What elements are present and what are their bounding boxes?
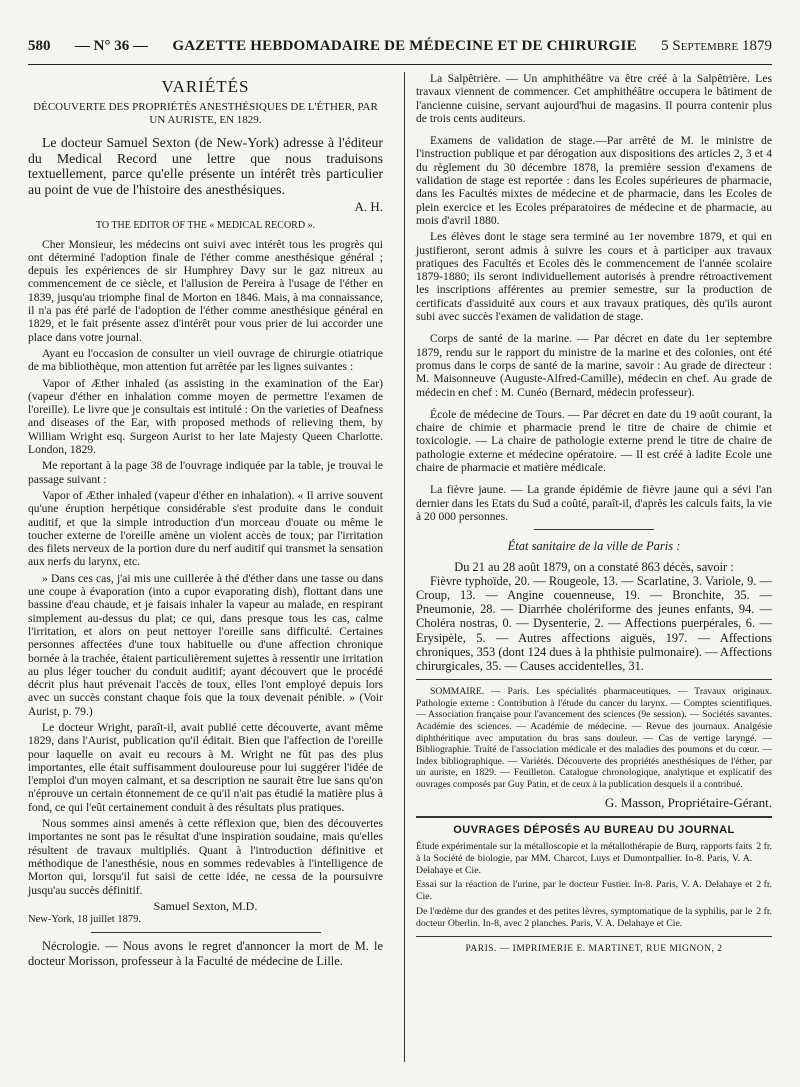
letter-paragraph: Ayant eu l'occasion de consulter un vieil ouvrage de chirurgie otiatrique de ma bibliothèque, mon attention fut arrêtée par les lignes suivantes :	[28, 346, 383, 374]
news-salpetriere: La Salpêtrière. — Un amphithéâtre va être créé à la Salpêtrière. Les travaux viennent de commencer. Cet amphithéâtre occupera le bâtiment de l'ancienne cuisine, servant aujourd'hui de magasins. Il pourra contenir plus de trois cents auditeurs.	[416, 72, 772, 125]
masson-signature: G. Masson, Propriétaire-Gérant.	[604, 795, 772, 811]
etat-sanitaire-dates: Du 21 au 28 août 1879, on a constaté 863 décès, savoir :	[454, 559, 734, 574]
ouvrage-text: Essai sur la réaction de l'urine, par le docteur Fustier. In-8. Paris, V. A. Delahaye et Cie.	[416, 879, 753, 903]
ouvrage-text: Étude expérimentale sur la métalloscopie et la métallothérapie de Burq, rapports faits à la Société de biologie, par MM. Charcot, Luys et Dumontpallier. In-8. Paris, V. A. Delahaye et Cie.	[416, 841, 753, 876]
section-title: VARIÉTÉS	[161, 77, 250, 96]
letter-paragraph: Nous sommes ainsi amenés à cette réflexion que, bien des découvertes importantes ne sont pas le résultat d'une inspiration soudaine, mais qu'elles résultent de travaux multipliés. Quant à l'introduction définitive et méthodique de l'anesthésie, nous en sommes redevables à l'intelligence de Morton qui, lorsqu'il fut saisi de cette idée, ne cessa de la poursuivre jusqu'au succès définitif.	[28, 817, 383, 897]
intro-paragraph: Le docteur Samuel Sexton (de New-York) adresse à l'éditeur du Medical Record une lettre que nous traduisons textuellement, parce qu'elle présente un intérêt très particulier au point de vue de l'histoire des anesthésiques.	[28, 135, 383, 197]
separator	[416, 816, 772, 818]
printer-line: PARIS. — IMPRIMERIE E. MARTINET, RUE MIGNON, 2	[465, 943, 723, 954]
right-column	[416, 72, 772, 956]
news-examens-continued: Les élèves dont le stage sera terminé au 1er novembre 1879, et qui en justifieront, seront admis à suivre les cours et à participer aux travaux pratiques des Facultés et Ecoles dès le commencement de l'année scolaire 1879-1880; ils seront individuellement autorisés à prendre rétroactivement les inscriptions afférentes au premier semestre, sur la production de certificats d'assiduité aux cours et aux travaux pratiques, dès qu'ils auront subi avec succès l'examen de validation de stage.	[416, 230, 772, 324]
letter-signature: Samuel Sexton, M.D.	[153, 898, 258, 913]
article-title: DÉCOUVERTE DES PROPRIÉTÉS ANESTHÉSIQUES DE L'ÉTHER, PAR UN AURISTE, EN 1829.	[33, 101, 378, 127]
etat-sanitaire-body: Fièvre typhoïde, 20. — Rougeole, 13. — Scarlatine, 3. Variole, 9. — Croup, 13. — Angine couenneuse, 19. — Bronchite, 35. — Pneumonie, 28. — Diarrhée cholériforme des jeunes enfants, 94. — Choléra nostras, 0. — Dysenterie, 2. — Affections puerpérales, 6. — Erysipèle, 5. — Autres affections aiguës, 197. — Affections chroniques, 353 (dont 124 dues à la phthisie pulmonaire). — Affections chirurgicales, 35. — Causes accidentelles, 31.	[416, 573, 772, 673]
necrologie-paragraph: Nécrologie. — Nous avons le regret d'annoncer la mort de M. le docteur Morisson, professeur à la Faculté de médecine de Lille.	[28, 939, 383, 968]
news-tours: École de médecine de Tours. — Par décret en date du 19 août courant, la chaire de chimie et pharmacie prend le titre de chaire de chimie et toxicologie. — La chaire de pathologie externe prend le titre de chaire de pathologie externe et médecine opératoire. — Il est créé à ladite Ecole une chaire de pharmacie et matière médicale.	[416, 407, 772, 475]
issue-number: — N° 36 —	[74, 38, 148, 54]
separator	[416, 679, 772, 680]
ouvrages-title: OUVRAGES DÉPOSÉS AU BUREAU DU JOURNAL	[453, 823, 735, 836]
intro-signature: A. H.	[354, 199, 383, 215]
ouvrage-item	[416, 906, 772, 930]
journal-title: GAZETTE HEBDOMADAIRE DE MÉDECINE ET DE CHIRURGIE	[172, 38, 637, 54]
column-divider	[404, 72, 405, 1062]
separator	[534, 529, 654, 530]
issue-date: 5 Septembre 1879	[661, 38, 772, 54]
page-header	[28, 38, 772, 65]
news-examens: Examens de validation de stage.—Par arrêté de M. le ministre de l'instruction publique et par dérogation aux dispositions des articles 2, 3 et 4 du règlement du 30 décembre 1878, la première session d'examens de validation de stage est reportée : dans les Ecoles supérieures de pharmacie, dans les Facultés mixtes de médecine et de pharmacie, dans les Ecoles de plein exercice et les Ecoles préparatoires de médecine et de pharmacie, au mois d'avril 1880.	[416, 134, 772, 227]
news-marine: Corps de santé de la marine. — Par décret en date du 1er septembre 1879, rendu sur le rapport du ministre de la marine et des colonies, ont été promus dans le corps de santé de la marine, savoir : Au grade de directeur : M. Maisonneuve (Auguste-Alfred-Camille), médecin en chef. Au grade de médecin en chef : M. Cunéo (Bernard, médecin professeur).	[416, 332, 772, 399]
ouvrage-price: 2 fr.	[756, 906, 772, 918]
page-number: 580	[28, 38, 51, 54]
separator	[91, 932, 321, 933]
ouvrage-price: 2 fr.	[756, 879, 772, 891]
letter-paragraph: Vapor of Æther inhaled (vapeur d'éther en inhalation). « Il arrive souvent qu'une éruption herpétique considérable s'est produite dans le conduit auditif, et que la simple introduction d'un morceau d'ouate ou même le toucher externe de l'oreille amène un violent accès de toux; par l'irritation des filets nerveux de la portion dure du nerf auditif qui transmet la sensation aux nerfs du larynx, etc.	[28, 488, 383, 569]
left-column	[28, 72, 383, 971]
etat-sanitaire-title: État sanitaire de la ville de Paris :	[507, 539, 681, 554]
news-fievre-jaune: La fièvre jaune. — La grande épidémie de fièvre jaune qui a sévi l'an dernier dans les Etats du Sud a coûté, paraît-il, d'après les calculs faits, la vie à 20 000 personnes.	[416, 483, 772, 523]
ouvrage-text: De l'œdème dur des grandes et des petites lèvres, symptomatique de la syphilis, par le docteur Oberlin. In-8, avec 2 planches. Paris, V. A. Delahaye et Cie.	[416, 906, 753, 929]
letter-paragraph: Le docteur Wright, paraît-il, avait publié cette découverte, avant même 1829, dans l'Aurist, publication qu'il éditait. Bien que l'affection de l'oreille pour laquelle on avait eu recours à M. Wright ne fût pas des plus importantes, elle était suffisamment douloureuse pour lui suggérer l'idée de l'emploi d'un moyen calmant, et sa description ne saurait être lue sans qu'on n'éprouve un certain étonnement de ce qu'il n'ait pas étudié la matière plus à fond, ce qui l'eût certainement conduit à des résultats plus pratiques.	[28, 720, 383, 814]
letter-paragraph: Vapor of Æther inhaled (as assisting in the examination of the Ear) (vapeur d'éther en inhalation comme moyen de permettre l'examen de l'oreille). Le livre que je consultais est intitulé : On the varieties of Deafness and diseases of the Ear, with proposed methods of relieving them, by William Wright esq. Surgeon Aurist to her late Majesty Queen Charlotte. London, 1829.	[28, 376, 383, 457]
letter-paragraph: Me reportant à la page 38 de l'ouvrage indiquée par la table, je trouvai le passage suivant :	[28, 459, 383, 486]
to-editor-heading: TO THE EDITOR OF THE « MEDICAL RECORD ».	[95, 219, 316, 231]
letter-place-date: New-York, 18 juillet 1879.	[28, 914, 141, 926]
ouvrage-item	[416, 841, 772, 876]
letter-paragraph: Cher Monsieur, les médecins ont suivi avec intérêt tous les progrès qui ont déterminé l'adoption finale de l'éther comme anesthésique général ; depuis les expériences de sir Humphrey Davy sur le gaz nitreux au commencement de ce siècle, et l'allusion de Pereira à l'usage de l'éther en 1839, jusqu'au triomphe final de Morton en 1846. Mais, à ma connaissance, il n'a pas été parlé de l'adoption de l'éther comme anesthésique général en 1829, et le fait présente assez d'intérêt pour vous prier de lui accorder une place dans votre journal.	[28, 237, 383, 344]
ouvrage-item	[416, 879, 772, 903]
separator	[416, 936, 772, 937]
sommaire: SOMMAIRE. — Paris. Les spécialités pharmaceutiques. — Travaux originaux. Pathologie externe : Contribution à l'étude du cancer du larynx. — Comptes scientifiques. — Association française pour l'avancement des sciences (9e session). — Sociétés savantes. Académie des sciences. — Académie de médecine. — Revue des journaux. Analgésie diphthéritique avec amputation du bras sans douleur. — Cas de vertige laryngé. — Bibliographie. Traité de l'association médicale et des maladies des poumons et du cœur. — Index bibliographique. — Variétés. Découverte des propriétés anesthésiques de l'éther, par un auriste, en 1829. — Feuilleton. Catalogue chronologique, analytique et explicatif des ouvrages composés par Guy Patin, et de ceux à la publication desquels il a contribué.	[416, 686, 772, 790]
ouvrage-price: 2 fr.	[756, 841, 772, 853]
letter-paragraph: » Dans ces cas, j'ai mis une cuillerée à thé d'éther dans une tasse ou dans une coupe à évaporation (into a cupor evaporating dish), flottant dans une bassine d'eau chaude, et je faisais inhaler la vapeur au malade, en respirant simplement au-dessus du plat; ce qui, dans presque tous les cas, calme l'irritation, et alors on peut nettoyer l'oreille sans difficulté. Certaines personnes affectées d'une toux habituelle ou d'une affection chronique bornée à la trachée, étaient particulièrement sujettes à ressentir une irritation au plus léger toucher du conduit auditif; ayant découvert que le procédé décrit plus haut prévenait l'accès de toux, elles l'ont employé depuis lors avec un succès constant chaque fois que la toux devenait pénible. » (Voir Aurist, p. 79.)	[28, 571, 383, 718]
